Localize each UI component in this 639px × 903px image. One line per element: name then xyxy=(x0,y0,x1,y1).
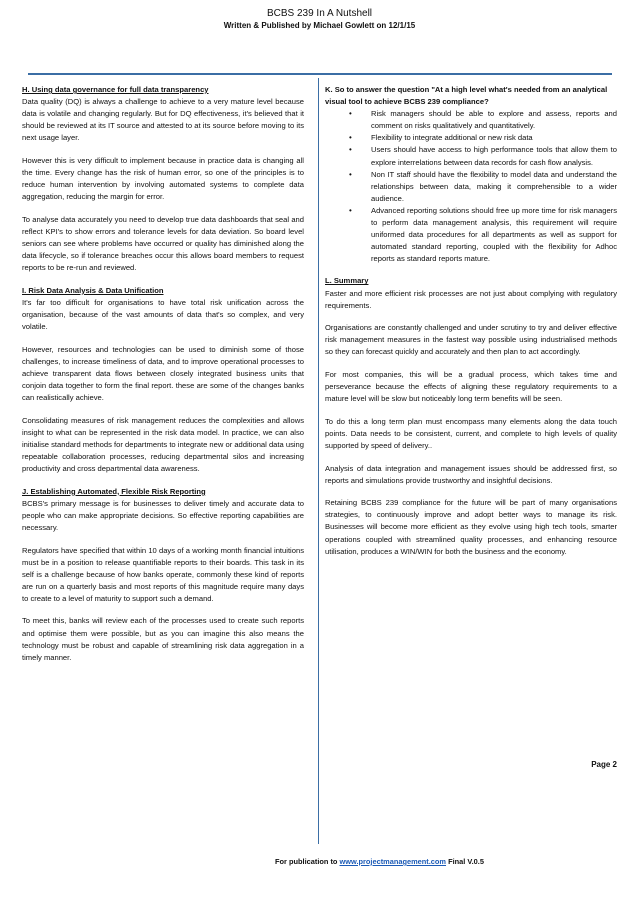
footer xyxy=(0,857,639,866)
list-item: • Risk managers should be able to explore and assess, reports and comment on risks qualitatively and quantitatively. xyxy=(371,108,617,132)
section-l-paragraph: Retaining BCBS 239 compliance for the future will be part of many organisations strategies, to continuously improve and adopt better ways to manage its risk. Businesses will become more efficient as they evolve using high tech tools, smarter operations coupled with streamlined quality processes, and enhancing resource utilisation, produces a WIN/WIN for both the business and the economy. xyxy=(325,498,617,556)
section-j-heading: J. Establishing Automated, Flexible Risk Reporting xyxy=(22,486,206,496)
page-number: Page 2 xyxy=(591,760,617,769)
header-rule xyxy=(28,73,612,75)
section-k-list xyxy=(325,108,617,265)
list-item: • Flexibility to integrate additional or new risk data xyxy=(371,132,617,144)
right-column xyxy=(325,84,617,568)
section-l-paragraph: Analysis of data integration and management issues should be addressed first, so reports and simulations provide trustworthy and insightful decisions. xyxy=(325,463,617,485)
section-l-paragraph: Organisations are constantly challenged and under scrutiny to try and deliver effective risk management measures in the fastest way possible using industrialised methods so they can forecast quickly and accurately and then plan to act accordingly. xyxy=(325,323,617,357)
section-h-paragraph: To analyse data accurately you need to develop true data dashboards that seal and reflect KPI's to show errors and tolerance levels for data deviation. So board level seniors can see where problems have occurred or quality has diminished along the data lifecycle, so if tolerance breaches occur this allows board members to request reports to be re-run and reviewed. xyxy=(22,214,304,273)
column-divider xyxy=(318,78,319,844)
section-i-paragraph: It's far too difficult for organisations to have total risk unification across the organisation, because of the vast amounts of data that's so complex, and very volatile. xyxy=(22,297,304,332)
section-j-paragraph: BCBS's primary message is for businesses to deliver timely and accurate data to people who can make appropriate decisions. So effective reporting capabilities are necessary. xyxy=(22,498,304,532)
section-h-paragraph: Data quality (DQ) is always a challenge to achieve to a very mature level because data is volatile and changing regularly. But for DQ effectiveness, it's believed that it should be reviewed at its IT source and attested to at its source before moving to its next usage layer. xyxy=(22,97,304,143)
section-j-paragraph: To meet this, banks will review each of the processes used to create such reports and optimise them were possible, but as you can imagine this also means the technology must be robust and capable of streamlining risk data aggregation in a timely manner. xyxy=(22,616,304,662)
section-i-paragraph: Consolidating measures of risk management reduces the complexities and allows insight to what can be represented in the risk data model. In practice, we can also initialise standard methods for departments to integrate new or additional data using repeatable collaboration processes, reducing departmental silos and increasing productivity and cross departmental data awareness. xyxy=(22,415,304,474)
section-l-heading: L. Summary xyxy=(325,276,369,286)
section-l-paragraph: For most companies, this will be a gradual process, which takes time and perseverance because the effects of aligning these regulatory requirements to a mature level will be slow but noticeably long term benefits will be seen. xyxy=(325,369,617,404)
footer-suffix: Final V.0.5 xyxy=(446,857,484,866)
footer-prefix: For publication to xyxy=(275,857,340,866)
footer-link[interactable]: www.projectmanagement.com xyxy=(339,857,447,866)
document-subtitle: Written & Published by Michael Gowlett on 12/1/15 xyxy=(223,21,416,30)
section-l-paragraph: Faster and more efficient risk processes are not just about complying with regulatory requirements. xyxy=(325,288,617,310)
list-item: • Non IT staff should have the flexibility to model data and understand the relationships between data, making it comprehensible to a wider audience. xyxy=(371,169,617,205)
section-l-paragraph: To do this a long term plan must encompass many elements along the data touch points. Data needs to be consistent, current, and complete to high levels of quality supported by speed of delivery.. xyxy=(325,416,617,450)
left-column xyxy=(22,84,304,674)
list-item: • Advanced reporting solutions should free up more time for risk managers to perform data management analysis, this requirement will require uniformed data procedures for all departments as well as support for automated standard reporting, coupled with the flexibility for Adhoc reports as standard reports mature. xyxy=(371,205,617,265)
section-i-paragraph: However, resources and technologies can be used to diminish some of those challenges, to increase timeliness of data, and to improve operational processes to achieve transparent data flows between closely integrated business units that conjoin data together to form the final report. these are some of the changes banks can realistically achieve. xyxy=(22,344,304,403)
section-h-paragraph: However this is very difficult to implement because in practice data is changing all the time. Every change has the risk of human error, so one of the principles is to reduce human intervention by involving automated systems to complete data aggregation, reducing the margin for error. xyxy=(22,155,304,202)
section-h-heading: H. Using data governance for full data transparency xyxy=(22,85,209,94)
section-i-heading: I. Risk Data Analysis & Data Unification xyxy=(22,285,164,295)
list-item: • Users should have access to high performance tools that allow them to explore interrelations between data records for cash flow analysis. xyxy=(371,144,617,168)
document-title: BCBS 239 In A Nutshell xyxy=(266,8,373,19)
section-j-paragraph: Regulators have specified that within 10 days of a working month financial intuitions must be in a position to release quantifiable reports to their boards. This task in its self is a challenge because of how banks operate, commonly these kind of reports are run on a quarterly basis and most reports of this magnitude require many days to create to a level of maturity to support such a demand. xyxy=(22,545,304,603)
section-k-heading: K. So to answer the question "At a high level what's needed from an analytical visual tool to achieve BCBS 239 compliance? xyxy=(325,85,608,107)
